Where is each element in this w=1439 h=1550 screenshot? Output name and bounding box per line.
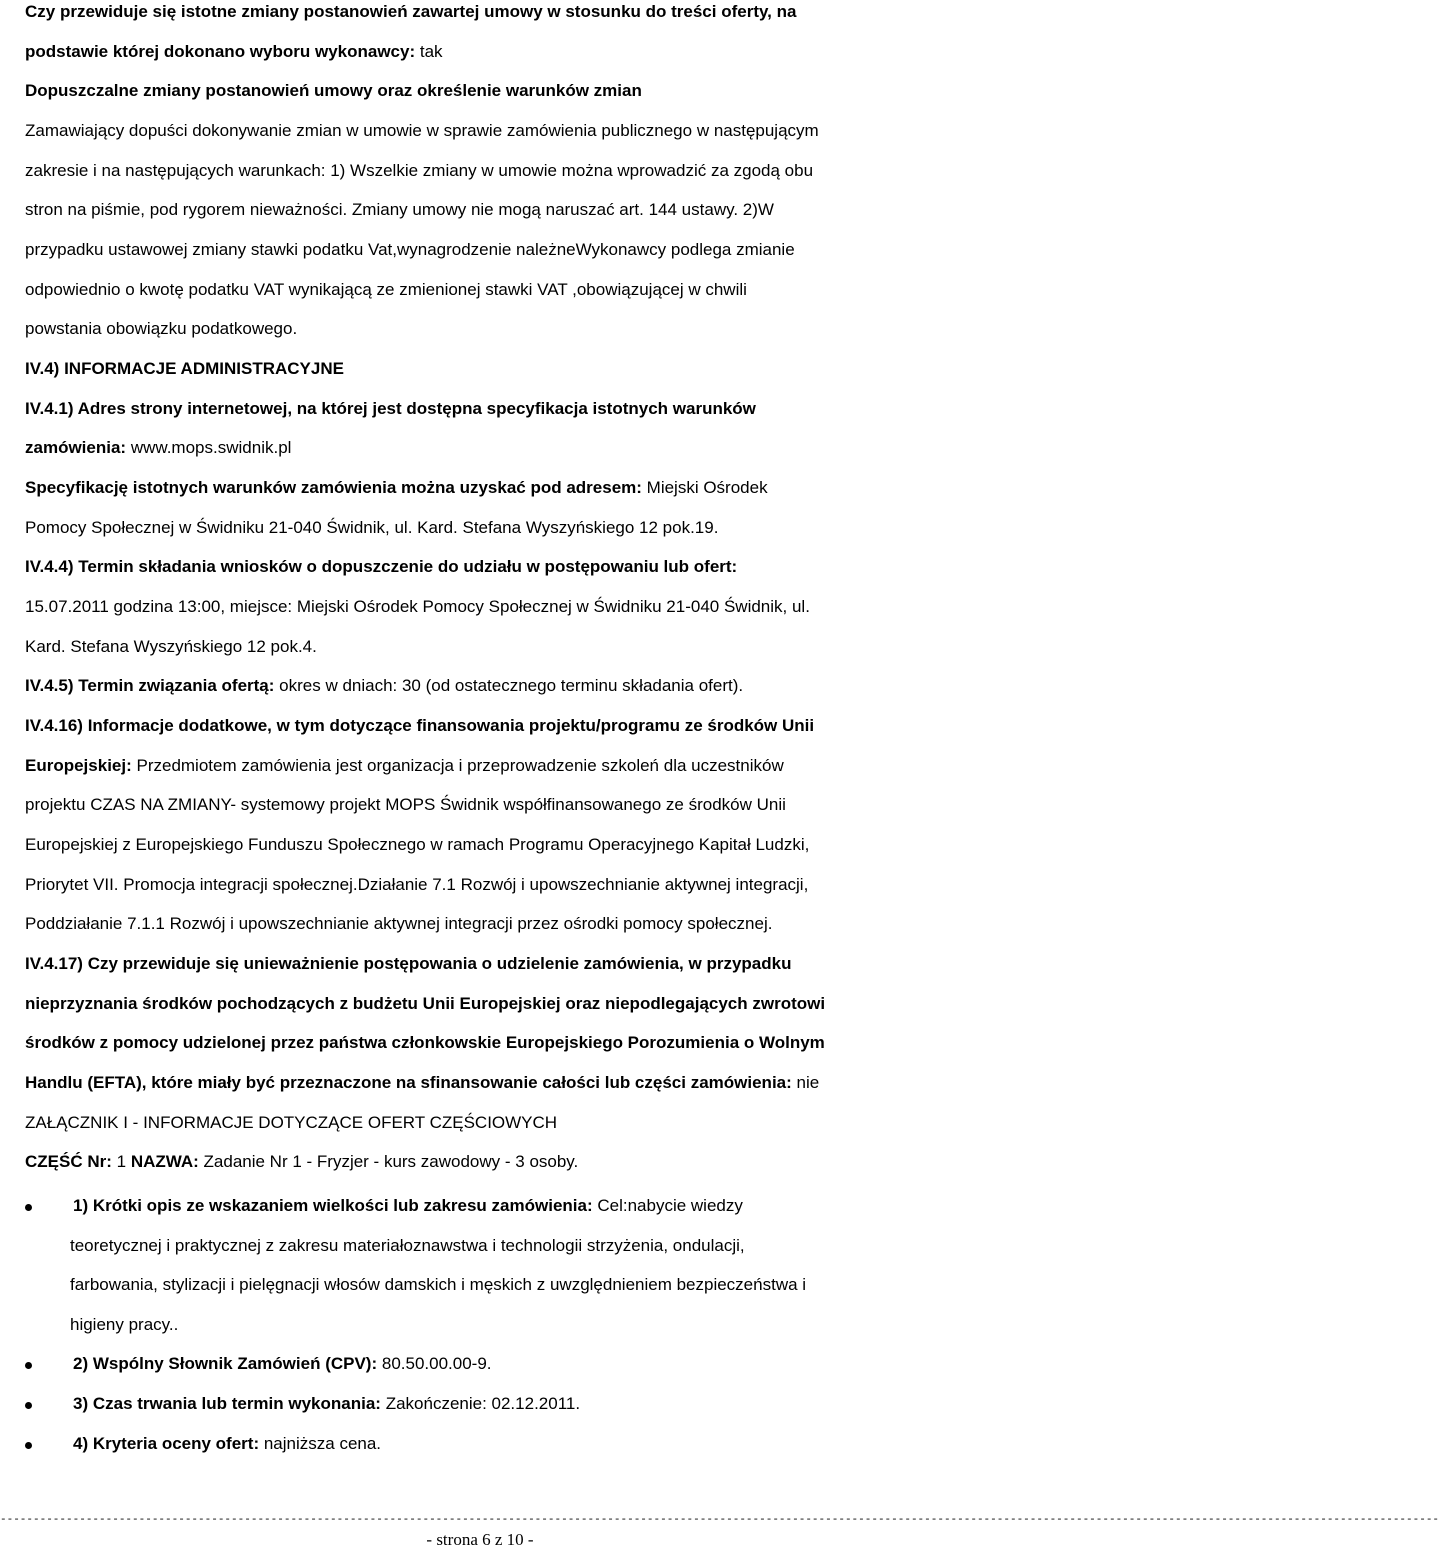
label: Specyfikację istotnych warunków zamówienia można uzyskać pod adresem:: [25, 478, 642, 497]
list-item-continuation: teoretycznej i praktycznej z zakresu materiałoznawstwa i technologii strzyżenia, ondulacji,: [70, 1236, 745, 1255]
bullet-icon: [25, 1442, 32, 1449]
text-line: Priorytet VII. Promocja integracji społecznej.Działanie 7.1 Rozwój i upowszechnianie aktywnej integracji,: [25, 875, 809, 894]
text-line: projektu CZAS NA ZMIANY- systemowy projekt MOPS Świdnik współfinansowanego ze środków Unii: [25, 795, 786, 814]
list-item: [73, 1394, 580, 1414]
value: najniższa cena.: [259, 1434, 382, 1453]
label: IV.4.5) Termin związania ofertą:: [25, 676, 275, 695]
text-line: Czy przewiduje się istotne zmiany postanowień zawartej umowy w stosunku do treści oferty, na: [25, 2, 797, 21]
value: Zakończenie: 02.12.2011.: [380, 1394, 581, 1413]
list-item-continuation: higieny pracy..: [70, 1315, 179, 1334]
label: zamówienia:: [25, 438, 127, 457]
text-line: IV.4.16) Informacje dodatkowe, w tym dotyczące finansowania projektu/programu ze środków Unii: [25, 716, 815, 735]
text-line: Kard. Stefana Wyszyńskiego 12 pok.4.: [25, 637, 317, 656]
value: Przedmiotem zamówienia jest organizacja i przeprowadzenie szkoleń dla uczestników: [131, 756, 784, 775]
label: NAZWA:: [130, 1152, 199, 1171]
value: Cel:nabycie wiedzy: [592, 1196, 743, 1215]
text-line: [25, 438, 291, 458]
text-line: IV.4.17) Czy przewiduje się unieważnienie postępowania o udzielenie zamówienia, w przypadku: [25, 954, 792, 973]
value: 1: [111, 1152, 131, 1171]
list-item-continuation: farbowania, stylizacji i pielęgnacji włosów damskich i męskich z uwzględnieniem bezpieczeństwa i: [70, 1275, 807, 1294]
value: 80.50.00.00-9.: [377, 1354, 492, 1373]
label: 1) Krótki opis ze wskazaniem wielkości lub zakresu zamówienia:: [73, 1196, 593, 1215]
text-line: [25, 1152, 578, 1172]
value: tak: [415, 42, 443, 61]
value: www.mops.swidnik.pl: [126, 438, 292, 457]
annex-heading: ZAŁĄCZNIK I - INFORMACJE DOTYCZĄCE OFERT CZĘŚCIOWYCH: [25, 1113, 558, 1132]
text-line: stron na piśmie, pod rygorem nieważności. Zmiany umowy nie mogą naruszać art. 144 ustawy. 2)W: [25, 200, 774, 219]
footer-rule: --------------------------------------------------------------------------------------------------------------------------------------------------------------------------------------------------------------------------: [0, 1514, 1439, 1526]
value: nie: [791, 1073, 820, 1092]
list-item: [73, 1196, 743, 1216]
label: Handlu (EFTA), które miały być przeznaczone na sfinansowanie całości lub części zamówienia:: [25, 1073, 792, 1092]
label: 3) Czas trwania lub termin wykonania:: [73, 1394, 381, 1413]
page-number: - strona 6 z 10 -: [426, 1530, 534, 1549]
text-line: [25, 42, 443, 62]
bullet-icon: [25, 1204, 32, 1211]
text-line: [25, 756, 784, 776]
value: okres w dniach: 30 (od ostatecznego terminu składania ofert).: [274, 676, 744, 695]
label: Europejskiej:: [25, 756, 132, 775]
text-line: IV.4.1) Adres strony internetowej, na której jest dostępna specyfikacja istotnych warunków: [25, 399, 756, 418]
label: CZĘŚĆ Nr:: [25, 1152, 112, 1171]
text-line: IV.4.4) Termin składania wniosków o dopuszczenie do udziału w postępowaniu lub ofert:: [25, 557, 738, 576]
label: 2) Wspólny Słownik Zamówień (CPV):: [73, 1354, 378, 1373]
value: Miejski Ośrodek: [641, 478, 768, 497]
text-line: nieprzyznania środków pochodzących z budżetu Unii Europejskiej oraz niepodlegających zwrotowi: [25, 994, 826, 1013]
text-line: [25, 1073, 819, 1093]
text-line: Poddziałanie 7.1.1 Rozwój i upowszechnianie aktywnej integracji przez ośrodki pomocy społecznej.: [25, 914, 773, 933]
bullet-icon: [25, 1362, 32, 1369]
text-line: Dopuszczalne zmiany postanowień umowy oraz określenie warunków zmian: [25, 81, 642, 100]
label: podstawie której dokonano wyboru wykonawcy:: [25, 42, 416, 61]
section-heading: IV.4) INFORMACJE ADMINISTRACYJNE: [25, 359, 344, 378]
text-line: przypadku ustawowej zmiany stawki podatku Vat,wynagrodzenie należneWykonawcy podlega zmianie: [25, 240, 795, 259]
value: Zadanie Nr 1 - Fryzjer - kurs zawodowy - 3 osoby.: [198, 1152, 579, 1171]
bullet-icon: [25, 1402, 32, 1409]
list-item: [73, 1434, 381, 1454]
text-line: Europejskiej z Europejskiego Funduszu Społecznego w ramach Programu Operacyjnego Kapitał Ludzki,: [25, 835, 810, 854]
list-item: [73, 1354, 492, 1374]
text-line: Zamawiający dopuści dokonywanie zmian w umowie w sprawie zamówienia publicznego w następującym: [25, 121, 819, 140]
text-line: odpowiednio o kwotę podatku VAT wynikającą ze zmienionej stawki VAT ,obowiązującej w chwili: [25, 280, 747, 299]
text-line: 15.07.2011 godzina 13:00, miejsce: Miejski Ośrodek Pomocy Społecznej w Świdniku 21-040 Świdnik, ul.: [25, 597, 810, 616]
text-line: Pomocy Społecznej w Świdniku 21-040 Świdnik, ul. Kard. Stefana Wyszyńskiego 12 pok.19.: [25, 518, 719, 537]
text-line: [25, 478, 768, 498]
text-line: środków z pomocy udzielonej przez państwa członkowskie Europejskiego Porozumienia o Wolnym: [25, 1033, 825, 1052]
text-line: zakresie i na następujących warunkach: 1) Wszelkie zmiany w umowie można wprowadzić za zgodą obu: [25, 161, 814, 180]
text-line: powstania obowiązku podatkowego.: [25, 319, 298, 338]
label: 4) Kryteria oceny ofert:: [73, 1434, 260, 1453]
text-line: [25, 676, 743, 696]
